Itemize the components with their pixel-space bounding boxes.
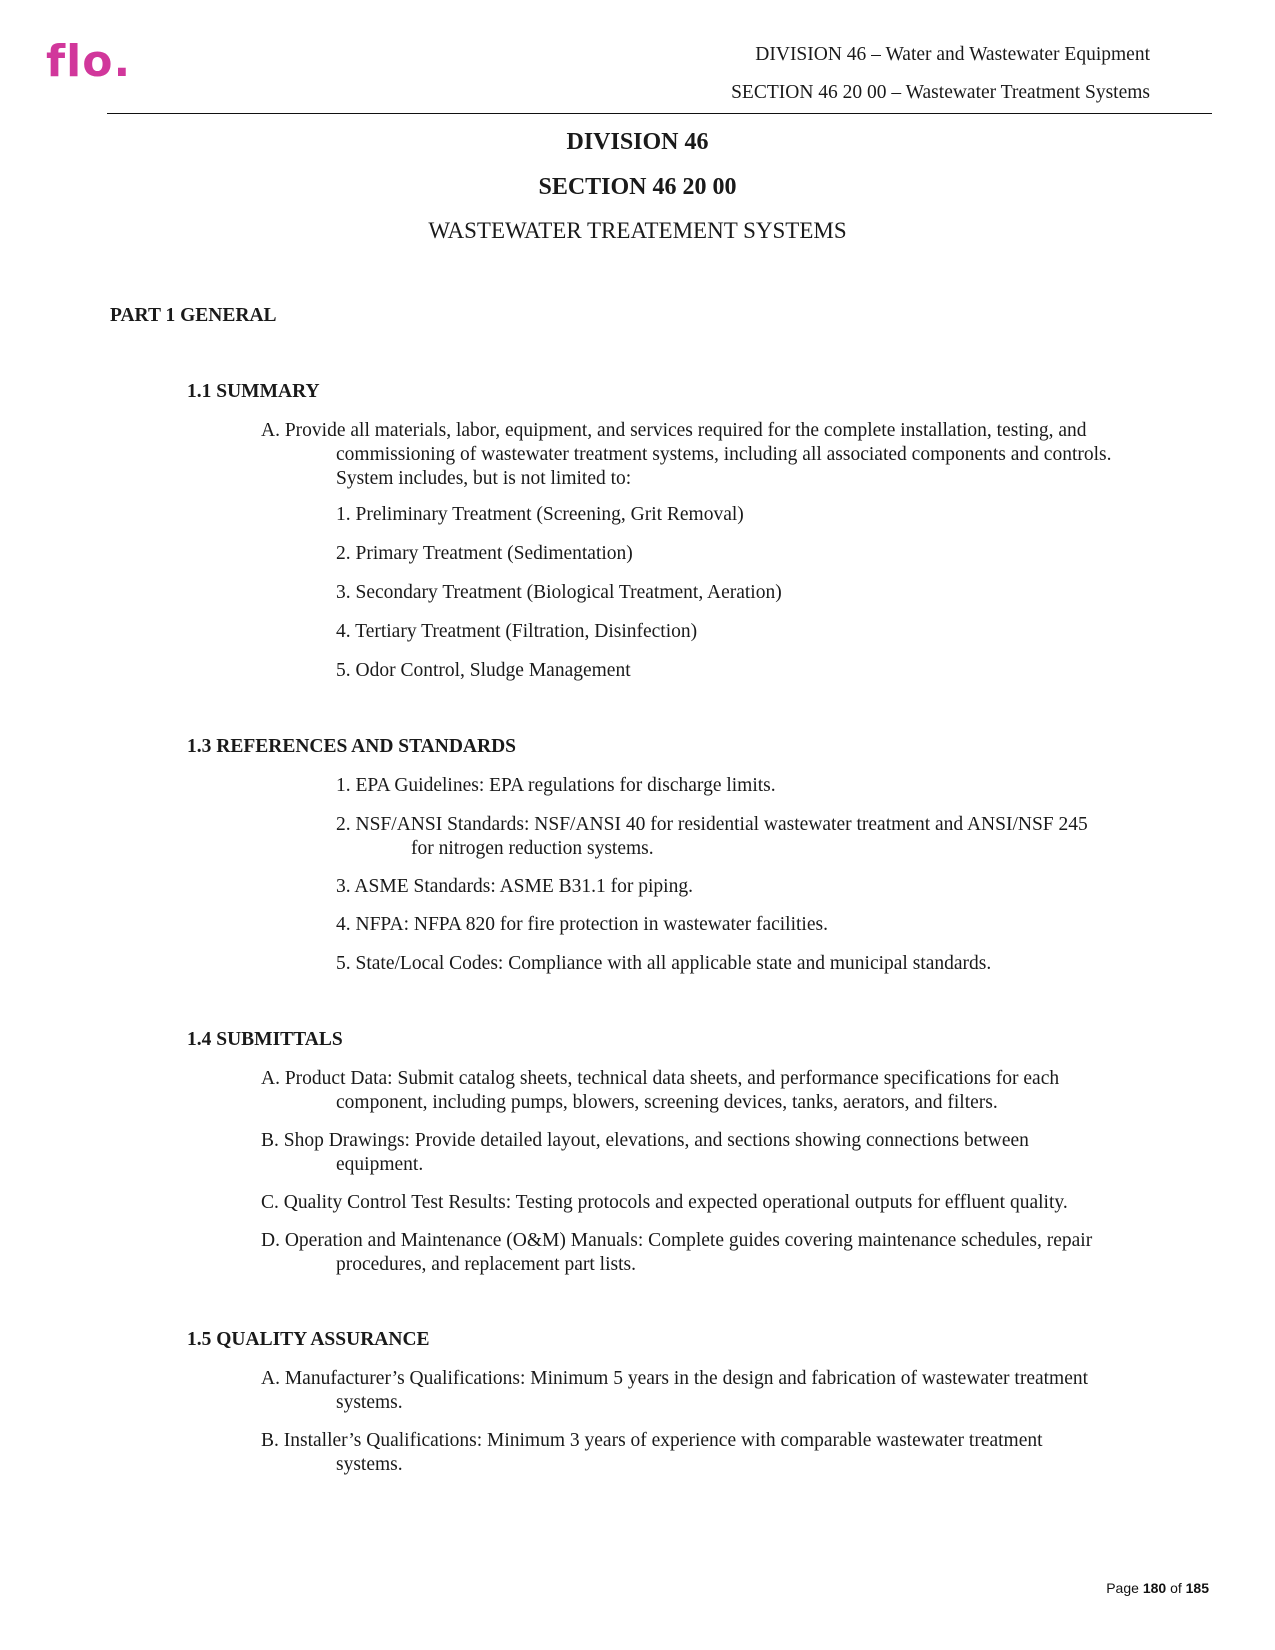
header-division: DIVISION 46 – Water and Wastewater Equipment (755, 44, 1150, 65)
section-heading-submittals: 1.4 SUBMITTALS (187, 1029, 343, 1050)
summary-item-a (261, 419, 1161, 491)
submittal-item-lead: B. Shop Drawings: Provide detailed layout, elevations, and sections showing connections between (261, 1130, 1029, 1151)
qa-item-cont: systems. (336, 1454, 403, 1475)
qa-item-cont: systems. (336, 1392, 403, 1413)
reference-item (336, 813, 1156, 861)
header-divider (107, 113, 1212, 114)
section-heading-references: 1.3 REFERENCES AND STANDARDS (187, 736, 517, 757)
reference-item: 4. NFPA: NFPA 820 for fire protection in wastewater facilities. (336, 914, 828, 935)
page-total: 185 (1185, 1580, 1209, 1596)
flo-logo: flo. (46, 36, 132, 87)
page-word: Page (1106, 1580, 1139, 1596)
submittal-item (261, 1067, 1161, 1115)
list-item: 5. Odor Control, Sludge Management (336, 660, 631, 681)
page-number (1106, 1580, 1209, 1596)
submittal-item (261, 1229, 1161, 1277)
qa-item-lead: A. Manufacturer’s Qualifications: Minimum 5 years in the design and fabrication of wastewater treatment (261, 1368, 1089, 1389)
submittal-item-lead: A. Product Data: Submit catalog sheets, technical data sheets, and performance specifications for each (261, 1068, 1060, 1089)
reference-item: 5. State/Local Codes: Compliance with all applicable state and municipal standards. (336, 953, 992, 974)
qa-item (261, 1367, 1161, 1415)
list-item: 3. Secondary Treatment (Biological Treatment, Aeration) (336, 582, 782, 603)
header-section: SECTION 46 20 00 – Wastewater Treatment Systems (731, 82, 1150, 103)
submittal-item (261, 1129, 1161, 1177)
summary-item-a-cont: commissioning of wastewater treatment systems, including all associated components and controls. System includes, but is not limited to: (336, 444, 1112, 489)
qa-item-lead: B. Installer’s Qualifications: Minimum 3 years of experience with comparable wastewater treatment (261, 1430, 1043, 1451)
reference-item-cont: for nitrogen reduction systems. (411, 838, 654, 859)
title-section: SECTION 46 20 00 (538, 174, 737, 200)
title-division: DIVISION 46 (566, 129, 709, 155)
page-current: 180 (1142, 1580, 1167, 1596)
page-of-word: of (1170, 1580, 1182, 1596)
title-name: WASTEWATER TREATEMENT SYSTEMS (428, 218, 847, 243)
reference-item-lead: 2. NSF/ANSI Standards: NSF/ANSI 40 for residential wastewater treatment and ANSI/NSF 245 (336, 814, 1088, 835)
qa-item (261, 1429, 1161, 1477)
submittal-item-cont: equipment. (336, 1154, 424, 1175)
reference-item: 1. EPA Guidelines: EPA regulations for discharge limits. (336, 775, 776, 796)
list-item: 4. Tertiary Treatment (Filtration, Disinfection) (336, 621, 698, 642)
submittal-item: C. Quality Control Test Results: Testing protocols and expected operational outputs for effluent quality. (261, 1192, 1068, 1213)
submittal-item-cont: procedures, and replacement part lists. (336, 1254, 636, 1275)
submittal-item-cont: component, including pumps, blowers, screening devices, tanks, aerators, and filters. (336, 1092, 998, 1113)
list-item: 2. Primary Treatment (Sedimentation) (336, 543, 633, 564)
part-heading: PART 1 GENERAL (110, 305, 277, 326)
submittal-item-lead: D. Operation and Maintenance (O&M) Manuals: Complete guides covering maintenance schedules, repair (261, 1230, 1093, 1251)
list-item: 1. Preliminary Treatment (Screening, Grit Removal) (336, 504, 744, 525)
summary-item-a-lead: A. Provide all materials, labor, equipment, and services required for the complete installation, testing, and (261, 420, 1087, 441)
section-heading-quality-assurance: 1.5 QUALITY ASSURANCE (187, 1329, 430, 1350)
section-heading-summary: 1.1 SUMMARY (187, 381, 320, 402)
reference-item: 3. ASME Standards: ASME B31.1 for piping. (336, 876, 693, 897)
